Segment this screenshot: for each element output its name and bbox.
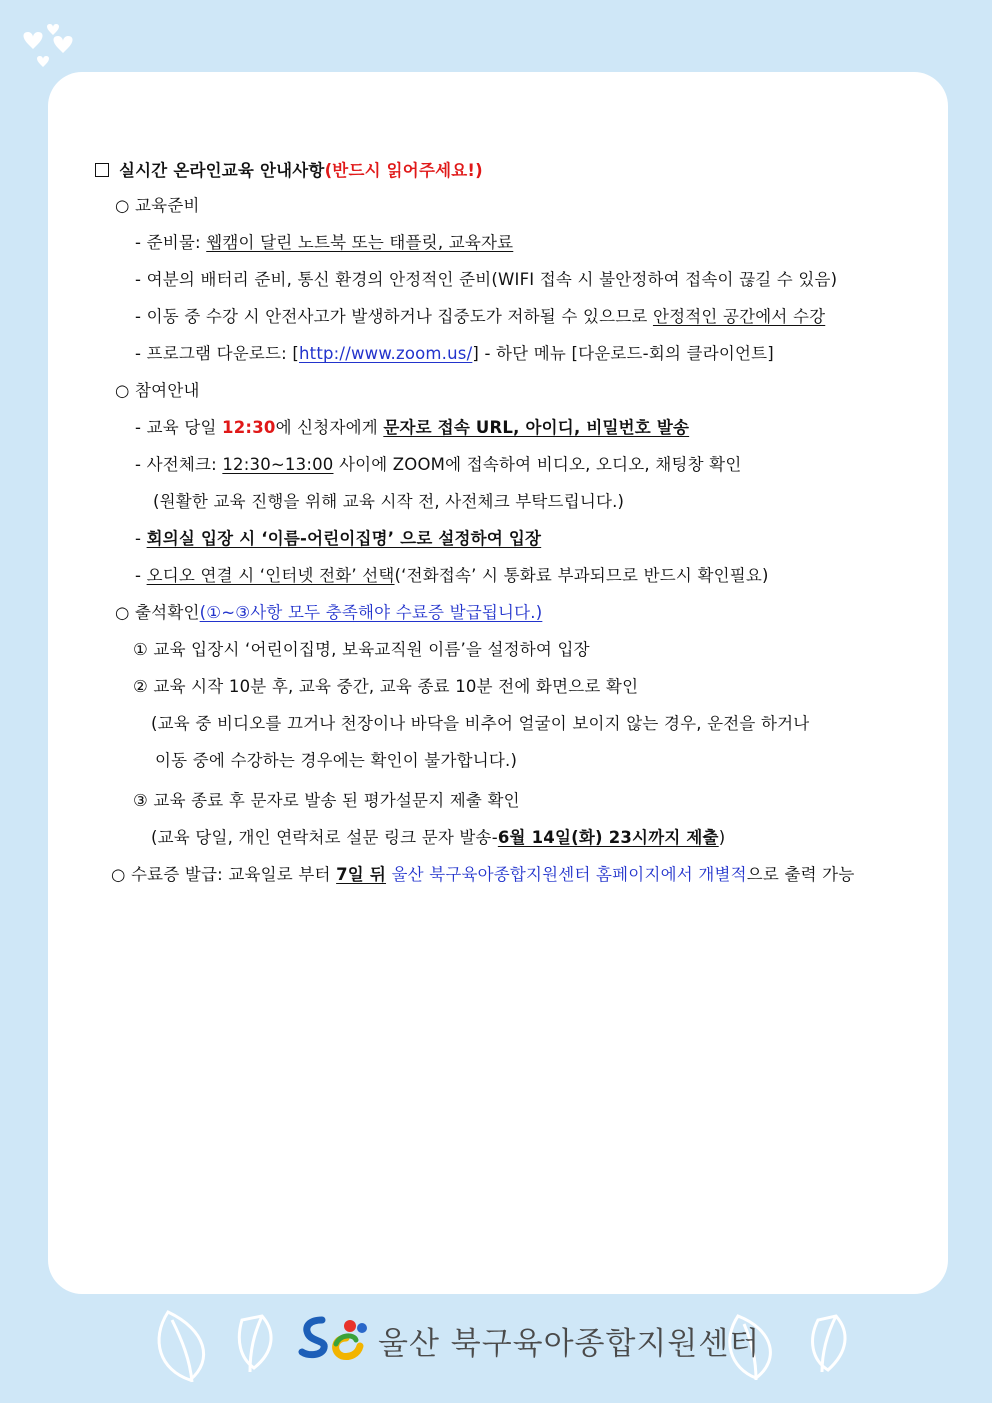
audio-prefix: - xyxy=(135,566,147,585)
participation-item-precheck xyxy=(135,454,741,476)
certificate-suffix: 으로 출력 가능 xyxy=(746,865,855,884)
prep-item-materials-text: 웹캠이 달린 노트북 또는 태플릿, 교육자료 xyxy=(206,233,514,252)
prep-item-battery: - 여분의 배터리 준비, 통신 환경의 안정적인 준비(WIFI 접속 시 불안정하여 접속이 끊길 수 있음) xyxy=(135,270,838,289)
precheck-prefix: - 사전체크: xyxy=(135,455,223,474)
section-heading-participation: ○ 참여안내 xyxy=(115,381,200,400)
participation-item-sms-prefix: - 교육 당일 xyxy=(135,418,223,437)
attendance-item-3-note xyxy=(151,827,725,849)
certificate-days: 7일 뒤 xyxy=(336,865,387,884)
participation-time: 12:30 xyxy=(222,418,276,437)
square-bullet-icon xyxy=(95,163,109,177)
prep-item-safety-prefix: - 이동 중 수강 시 안전사고가 발생하거나 집중도가 저하될 수 있으므로 xyxy=(135,307,653,326)
attendance-heading: ○ 출석확인 xyxy=(115,603,200,622)
prep-item-download-suffix: ] - 하단 메뉴 [다운로드-회의 클라이언트] xyxy=(472,344,774,363)
participation-item-audio xyxy=(135,565,769,587)
precheck-time: 12:30~13:00 xyxy=(222,455,334,474)
precheck-suffix: 사이에 ZOOM에 접속하여 비디오, 오디오, 채팅창 확인 xyxy=(333,455,742,474)
precheck-note: (원활한 교육 진행을 위해 교육 시작 전, 사전체크 부탁드립니다.) xyxy=(153,492,625,511)
naming-prefix: - xyxy=(135,529,147,548)
title-emphasis: (반드시 읽어주세요!) xyxy=(324,161,483,180)
hearts-decoration-icon xyxy=(18,22,88,72)
prep-item-download xyxy=(135,343,774,365)
zoom-download-link[interactable]: http://www.zoom.us/ xyxy=(299,344,473,363)
section-heading-prep: ○ 교육준비 xyxy=(115,196,200,215)
survey-deadline: 6월 14일(화) 23시까지 제출 xyxy=(497,828,719,847)
audio-underlined: 오디오 연결 시 ‘인터넷 전화’ 선택 xyxy=(146,566,395,585)
page-title xyxy=(95,160,483,182)
prep-item-materials xyxy=(135,232,513,254)
prep-item-download-prefix: - 프로그램 다운로드: [ xyxy=(135,344,299,363)
survey-note-prefix: (교육 당일, 개인 연락처로 설문 링크 문자 발송- xyxy=(151,828,498,847)
certificate-homepage: 울산 북구육아종합지원센터 홈페이지에서 개별적 xyxy=(386,865,747,884)
organization-name: 울산 북구육아종합지원센터 xyxy=(378,1326,761,1362)
attendance-item-2-note-2: 이동 중에 수강하는 경우에는 확인이 불가합니다.) xyxy=(155,751,518,770)
attendance-item-3: ③ 교육 종료 후 문자로 발송 된 평가설문지 제출 확인 xyxy=(133,791,520,810)
participation-item-sms-bold: 문자로 접속 URL, 아이디, 비밀번호 발송 xyxy=(383,418,690,437)
title-main: 실시간 온라인교육 안내사항 xyxy=(119,161,325,180)
attendance-item-1: ① 교육 입장시 ‘어린이집명, 보육교직원 이름’을 설정하여 입장 xyxy=(133,640,590,659)
attendance-item-2: ② 교육 시작 10분 후, 교육 중간, 교육 종료 10분 전에 화면으로 확인 xyxy=(133,677,639,696)
audio-suffix: (‘전화접속’ 시 통화료 부과되므로 반드시 확인필요) xyxy=(394,566,769,585)
prep-item-materials-prefix: - 준비물: xyxy=(135,233,207,252)
participation-item-naming xyxy=(135,528,541,550)
attendance-heading-note: (①~③사항 모두 충족해야 수료증 발급됩니다.) xyxy=(199,603,543,622)
center-logo-icon xyxy=(296,1314,374,1362)
certificate-prefix: ○ 수료증 발급: 교육일로 부터 xyxy=(111,865,337,884)
naming-bold: 회의실 입장 시 ‘이름-어린이집명’ 으로 설정하여 입장 xyxy=(146,529,542,548)
certificate-line xyxy=(111,864,854,886)
prep-item-safety xyxy=(135,306,825,328)
participation-item-sms xyxy=(135,417,689,439)
section-heading-attendance xyxy=(115,602,542,624)
participation-item-sms-middle: 에 신청자에게 xyxy=(275,418,384,437)
survey-note-suffix: ) xyxy=(718,828,726,847)
prep-item-safety-text: 안정적인 공간에서 수강 xyxy=(652,307,826,326)
attendance-item-2-note-1: (교육 중 비디오를 끄거나 천장이나 바닥을 비추어 얼굴이 보이지 않는 경우, 운전을 하거나 xyxy=(151,714,810,733)
